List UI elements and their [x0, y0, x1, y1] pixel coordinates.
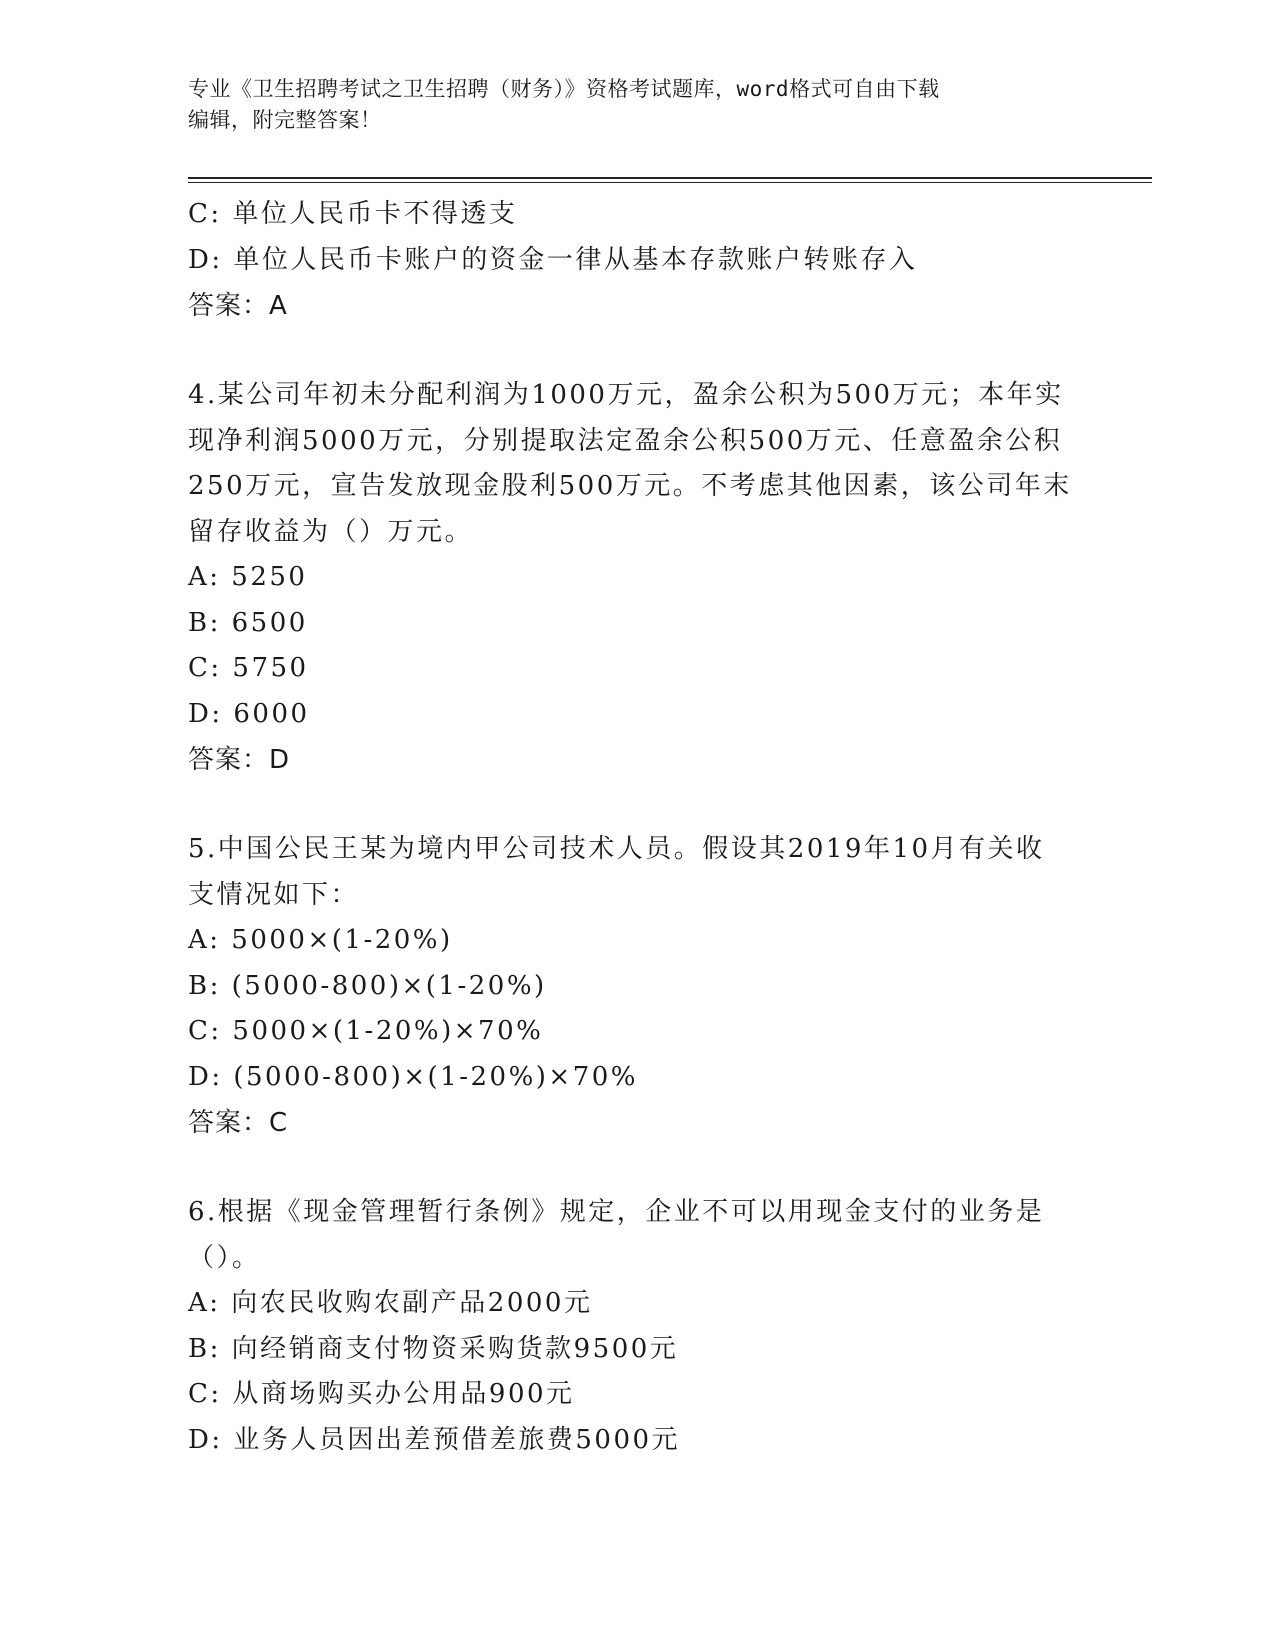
- q4-option-a: A: 5250: [188, 562, 308, 592]
- q5-option-b: B: (5000-800)×(1-20%): [188, 970, 547, 1001]
- q5-answer: 答案：C: [188, 1108, 289, 1138]
- q5-stem-line-1: 5.中国公民王某为境内甲公司技术人员。假设其2019年10月有关收: [188, 834, 1045, 864]
- question-6: [188, 1190, 1088, 1463]
- q4-stem-line-3: 250万元，宣告发放现金股利500万元。不考虑其他因素，该公司年末: [188, 471, 1072, 501]
- q6-stem-line-1: 6.根据《现金管理暂行条例》规定，企业不可以用现金支付的业务是: [188, 1197, 1045, 1227]
- q3-option-c: C: 单位人民币卡不得透支: [188, 199, 518, 229]
- header-divider-thick: [188, 177, 1152, 179]
- q4-stem-line-2: 现净利润5000万元，分别提取法定盈余公积500万元、任意盈余公积: [188, 425, 1063, 456]
- q3-answer: 答案：A: [188, 291, 288, 321]
- question-4: [188, 373, 1088, 783]
- q3-option-d: D: 单位人民币卡账户的资金一律从基本存款账户转账存入: [188, 244, 918, 275]
- q4-answer: 答案：D: [188, 745, 291, 775]
- q4-stem-line-1: 4.某公司年初未分配利润为1000万元，盈余公积为500万元；本年实: [188, 380, 1064, 410]
- q5-option-c: C: 5000×(1-20%)×70%: [188, 1016, 544, 1046]
- document-header: [188, 74, 1088, 136]
- q6-stem-line-2: （）。: [188, 1242, 261, 1273]
- question-5: [188, 827, 1088, 1146]
- q6-option-c: C: 从商场购买办公用品900元: [188, 1379, 575, 1409]
- question-list: [188, 192, 1088, 1463]
- header-line-1: 专业《卫生招聘考试之卫生招聘（财务）》资格考试题库，word格式可自由下载: [188, 77, 940, 101]
- spacer: [188, 783, 1088, 827]
- q4-option-c: C: 5750: [188, 653, 309, 683]
- q6-option-d: D: 业务人员因出差预借差旅费5000元: [188, 1424, 681, 1455]
- header-line-2: 编辑，附完整答案！: [188, 108, 382, 132]
- q4-option-b: B: 6500: [188, 607, 308, 638]
- q5-option-d: D: (5000-800)×(1-20%)×70%: [188, 1061, 638, 1092]
- question-3-tail: [188, 192, 1088, 329]
- q5-option-a: A: 5000×(1-20%): [188, 925, 453, 955]
- spacer: [188, 329, 1088, 373]
- q4-stem-line-4: 留存收益为（）万元。: [188, 516, 474, 547]
- q5-stem-line-2: 支情况如下：: [188, 879, 360, 910]
- spacer: [188, 1146, 1088, 1190]
- q4-option-d: D: 6000: [188, 698, 310, 729]
- header-divider-thin: [188, 182, 1152, 183]
- q6-option-a: A: 向农民收购农副产品2000元: [188, 1288, 593, 1318]
- q6-option-b: B: 向经销商支付物资采购货款9500元: [188, 1333, 679, 1364]
